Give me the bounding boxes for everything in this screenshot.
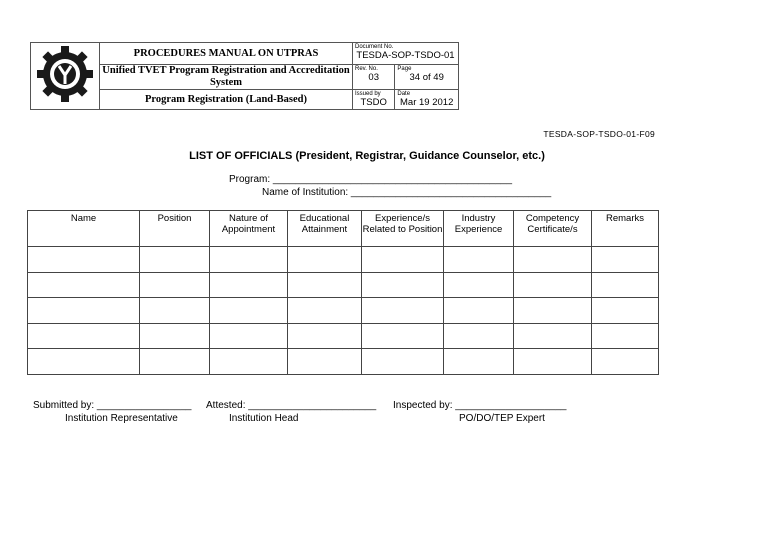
- table-row: [28, 298, 659, 324]
- page-label: Page: [397, 66, 412, 72]
- table-row: [28, 272, 659, 298]
- column-header-name: Name: [28, 211, 140, 247]
- inspected-by-role: PO/DO/TEP Expert: [459, 413, 545, 424]
- date-label: Date: [397, 91, 411, 97]
- document-number-label: Document No.: [355, 44, 394, 50]
- form-code: TESDA-SOP-TSDO-01-F09: [543, 129, 655, 139]
- table-cell[interactable]: [210, 323, 288, 349]
- date-cell: [395, 90, 459, 110]
- table-cell[interactable]: [210, 272, 288, 298]
- officials-table: [27, 210, 659, 375]
- table-cell[interactable]: [444, 323, 514, 349]
- rev-number-cell: [353, 65, 395, 90]
- table-cell[interactable]: [444, 298, 514, 324]
- issued-by-label: Issued by: [355, 91, 381, 97]
- table-cell[interactable]: [444, 272, 514, 298]
- table-header-row: [28, 211, 659, 247]
- rev-number: 03: [368, 72, 379, 83]
- table-cell[interactable]: [288, 349, 362, 375]
- tesda-logo-icon: [35, 44, 95, 104]
- table-cell[interactable]: [140, 298, 210, 324]
- document-header: [30, 42, 459, 110]
- table-cell[interactable]: [210, 349, 288, 375]
- column-header-position: Position: [140, 211, 210, 247]
- issue-date: Mar 19 2012: [400, 97, 454, 108]
- table-cell[interactable]: [444, 247, 514, 273]
- column-header-experience: Experience/s Related to Position: [362, 211, 444, 247]
- institution-field: Name of Institution: ____________________________________: [262, 187, 552, 198]
- table-cell[interactable]: [592, 349, 659, 375]
- table-cell[interactable]: [362, 247, 444, 273]
- table-row: [28, 349, 659, 375]
- table-cell[interactable]: [592, 272, 659, 298]
- table-cell[interactable]: [362, 349, 444, 375]
- table-cell[interactable]: [210, 247, 288, 273]
- section-title: Program Registration (Land-Based): [100, 90, 353, 110]
- document-number: TESDA-SOP-TSDO-01: [356, 50, 455, 61]
- table-cell[interactable]: [592, 323, 659, 349]
- form-title: LIST OF OFFICIALS (President, Registrar, Guidance Counselor, etc.): [189, 150, 545, 162]
- table-row: [28, 247, 659, 273]
- program-field: Program: ___________________________________________: [229, 174, 513, 185]
- table-cell[interactable]: [288, 272, 362, 298]
- attested-role: Institution Head: [229, 413, 299, 424]
- table-cell[interactable]: [140, 323, 210, 349]
- table-cell[interactable]: [28, 298, 140, 324]
- table-cell[interactable]: [362, 298, 444, 324]
- table-cell[interactable]: [288, 247, 362, 273]
- issued-by-cell: [353, 90, 395, 110]
- table-cell[interactable]: [28, 349, 140, 375]
- table-cell[interactable]: [288, 298, 362, 324]
- table-cell[interactable]: [514, 247, 592, 273]
- table-cell[interactable]: [210, 298, 288, 324]
- table-cell[interactable]: [514, 323, 592, 349]
- manual-title: PROCEDURES MANUAL ON UTPRAS: [100, 43, 353, 65]
- table-cell[interactable]: [288, 323, 362, 349]
- column-header-nature-of-appointment: Nature of Appointment: [210, 211, 288, 247]
- table-cell[interactable]: [28, 323, 140, 349]
- column-header-industry-experience: Industry Experience: [444, 211, 514, 247]
- table-cell[interactable]: [28, 272, 140, 298]
- attested-line: Attested: _______________________: [206, 400, 377, 411]
- table-cell[interactable]: [362, 272, 444, 298]
- submitted-by-role: Institution Representative: [65, 413, 178, 424]
- inspected-by-line: Inspected by: ____________________: [393, 400, 567, 411]
- table-cell[interactable]: [592, 298, 659, 324]
- document-number-cell: [353, 43, 459, 65]
- system-title: Unified TVET Program Registration and Accreditation System: [100, 65, 353, 90]
- table-cell[interactable]: [514, 349, 592, 375]
- table-cell[interactable]: [514, 298, 592, 324]
- table-cell[interactable]: [514, 272, 592, 298]
- column-header-remarks: Remarks: [592, 211, 659, 247]
- table-row: [28, 323, 659, 349]
- column-header-competency-certificates: Competency Certificate/s: [514, 211, 592, 247]
- table-cell[interactable]: [362, 323, 444, 349]
- column-header-educational-attainment: Educational Attainment: [288, 211, 362, 247]
- page-cell: [395, 65, 459, 90]
- table-cell[interactable]: [140, 349, 210, 375]
- table-cell[interactable]: [444, 349, 514, 375]
- rev-number-label: Rev. No.: [355, 66, 378, 72]
- table-cell[interactable]: [140, 272, 210, 298]
- tesda-logo-cell: [31, 43, 100, 110]
- table-cell[interactable]: [140, 247, 210, 273]
- submitted-by-line: Submitted by: _________________: [33, 400, 192, 411]
- page-number: 34 of 49: [409, 72, 444, 83]
- issued-by: TSDO: [360, 97, 387, 108]
- table-cell[interactable]: [28, 247, 140, 273]
- table-cell[interactable]: [592, 247, 659, 273]
